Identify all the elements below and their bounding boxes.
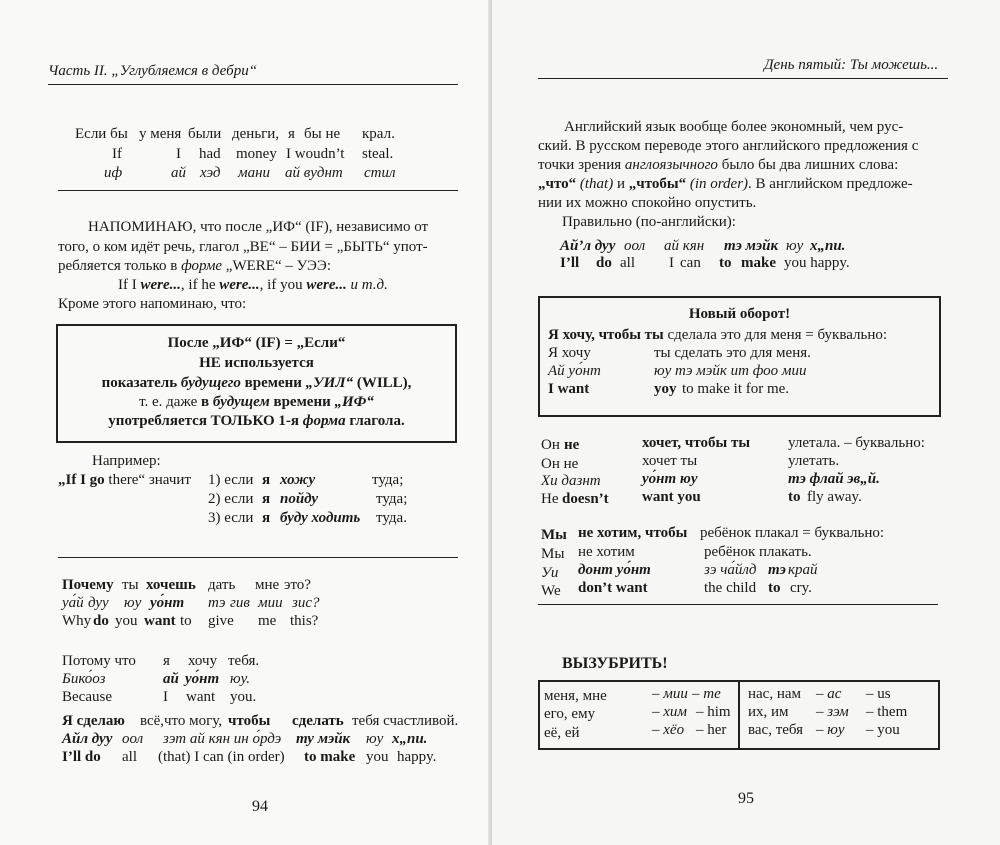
page-number: 94 bbox=[252, 798, 268, 815]
box-row-4: yoy bbox=[654, 381, 677, 397]
pronoun-table-divider bbox=[738, 681, 740, 749]
box-line-2: НЕ используется bbox=[199, 355, 314, 371]
word: иф bbox=[104, 165, 123, 181]
word: ай вуднт bbox=[285, 165, 343, 181]
word: деньги, bbox=[232, 126, 280, 142]
para-line-4: „что“ (that) и „чтобы“ (in order). В английском предложе- bbox=[538, 176, 913, 192]
example-quote: „If I go there“ значит bbox=[58, 472, 191, 488]
box-row-3: юу тэ мэйк ит фоо мии bbox=[654, 363, 807, 379]
word: money bbox=[236, 146, 277, 162]
word: steal. bbox=[362, 146, 394, 162]
box-row-2: Я хочу bbox=[548, 345, 591, 361]
remind-line-5: Кроме этого напоминаю, что: bbox=[58, 296, 247, 312]
remind-line-1: НАПОМИНАЮ, что после „ИФ“ (IF), независимо от bbox=[88, 219, 429, 235]
box-row-4: to make it for me. bbox=[682, 381, 790, 397]
remind-line-2: того, о ком идёт речь, глагол „ВЕ“ – БИИ = „БЫТЬ“ упот- bbox=[58, 239, 428, 255]
example-intro: Например: bbox=[92, 453, 161, 469]
box-row-2: ты сделать это для меня. bbox=[654, 345, 811, 361]
para-line-2: ский. В русском переводе этого английского предложения с bbox=[538, 138, 919, 154]
word: бы не bbox=[304, 126, 341, 142]
left-page: Часть II. „Углубляемся в дебри“ Если бы у меня были деньги, я бы не крал. If I had money I woudn’t steal. иф ай хэд мани ай вуднт стил НАПОМИНАЮ, что после „ИФ“ (IF), независимо от того, о ком идёт речь, глагол „ВЕ“ – БИИ = „БЫТЬ“ упот- ребляется только в форме „WERE“ – УЭЭ: If I were..., if he were..., if you were... и т.д. Кроме этого напоминаю, что: После „ИФ“ (IF) = „Если“ НЕ используется показатель будущего времени „УИЛ“ (WILL), т. е. даже в будущем времени „ИФ“ употребляется ТОЛЬКО 1-я форма глагола. Например: „If I go there“ значит 1) если я хожу туда; 2) если я пойду туда; 3) если я буду ходить туда. Почему ты хочешь дать мне это? уа́й дуу юу уо́нт тэ гив мии зис? Why do you want to give me this? Потому что я хочу тебя. Бико́оз ай уо́нт юу. Because I want you. Я сделаю всё, что могу, чтобы сделать тебя счастливой. Айл дуу оол зэт ай кян ин о́рдэ ту мэйк юу х„пи. I’ll do all (that) I can (in order) to make you happy. 94 bbox=[0, 0, 492, 845]
memorize-title: ВЫЗУБРИТЬ! bbox=[562, 655, 668, 672]
box-row-1: Я хочу, чтобы ты сделала это для меня = буквально: bbox=[548, 327, 888, 343]
box-row-4: I want bbox=[548, 381, 590, 397]
para-line-1: Английский язык вообще более экономный, чем рус- bbox=[564, 119, 904, 135]
word: Если бы bbox=[75, 126, 128, 142]
box-line-5: употребляется ТОЛЬКО 1-я форма глагола. bbox=[108, 413, 405, 429]
right-running-header: День пятый: Ты можешь... bbox=[764, 57, 939, 73]
remind-line-3: ребляется только в форме „WERE“ – УЭЭ: bbox=[58, 258, 331, 274]
word: крал. bbox=[362, 126, 395, 142]
remind-line-4: If I were..., if he were..., if you were... и т.д. bbox=[118, 277, 388, 293]
para-line-3: точки зрения англоязычного было бы два лишних слова: bbox=[538, 157, 899, 173]
word: If bbox=[112, 146, 122, 162]
word: были bbox=[188, 126, 222, 142]
para-line-5: нии их можно спокойно опустить. bbox=[538, 195, 757, 211]
para-line-6: Правильно (по-английски): bbox=[562, 214, 736, 230]
right-page: День пятый: Ты можешь... Английский язык вообще более экономный, чем рус- ский. В русском переводе этого английского предложения с точки зрения англоязычного было бы два лишних слова: „что“ (that) и „чтобы“ (in order). В английском предложе- нии их можно спокойно опустить. Правильно (по-английски): Ай’л дуу оол ай кян тэ мэйк юу х„пи. I’ll do all I can to make you happy. Новый оборот! Я хочу, чтобы ты сделала это для меня = буквально: Я хочу ты сделать это для меня. Ай уо́нт юу тэ мэйк ит фоо мии I want yoy to make it for me. Он не хочет, чтобы ты улетала. – буквально: Он не хочет ты улетать. Хи дазнт уо́нт юу тэ флай эв„й. He doesn’t want you to fly away. Мы не хотим, чтобы ребёнок плакал = буквально: Мы не хотим ребёнок плакать. Уи донт уо́нт зэ ча́йлд тэ край We don’t want the child to cry. ВЫЗУБРИТЬ! меня, мне – мии – me его, ему – хим – him её, ей – хёо – her нас, нам – ас – us их, им – зэм – them вас, тебя – юу – you 95 bbox=[492, 0, 1000, 845]
box-title: Новый оборот! bbox=[688, 306, 791, 322]
box-row-3: Ай уо́нт bbox=[548, 363, 601, 379]
word: у меня bbox=[139, 126, 182, 142]
word: ай bbox=[171, 165, 186, 181]
word: мани bbox=[238, 165, 271, 181]
word: хэд bbox=[200, 165, 221, 181]
box-line-1: После „ИФ“ (IF) = „Если“ bbox=[167, 335, 346, 351]
divider bbox=[58, 190, 458, 191]
word: стил bbox=[364, 165, 396, 181]
word: had bbox=[199, 146, 221, 162]
word: I bbox=[176, 146, 181, 162]
left-running-header: Часть II. „Углубляемся в дебри“ bbox=[48, 63, 258, 79]
page-number: 95 bbox=[738, 790, 754, 807]
header-rule bbox=[48, 84, 458, 85]
divider bbox=[538, 604, 938, 605]
box-line-3: показатель будущего времени „УИЛ“ (WILL), bbox=[101, 375, 412, 391]
header-rule bbox=[538, 78, 948, 79]
divider bbox=[58, 557, 458, 558]
word: I woudn’t bbox=[286, 146, 345, 162]
box-line-4: т. е. даже в будущем времени „ИФ“ bbox=[139, 394, 374, 410]
word: я bbox=[288, 126, 295, 142]
